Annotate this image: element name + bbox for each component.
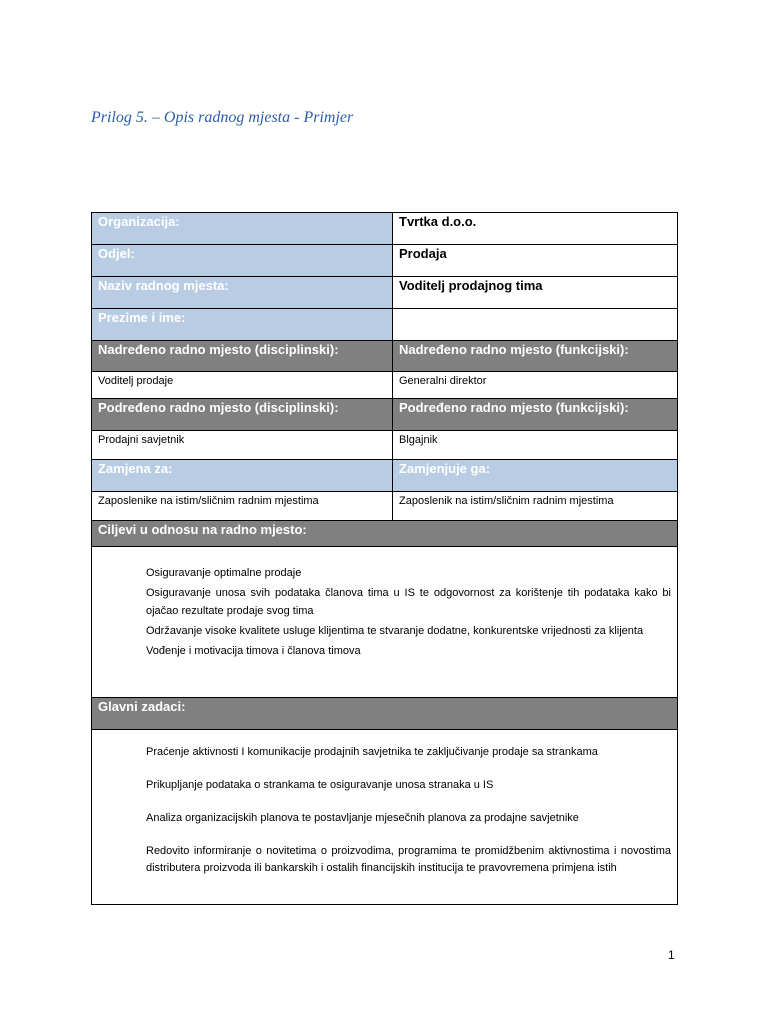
table-row xyxy=(92,277,678,309)
goals-section-header: Ciljevi u odnosu na radno mjesto: xyxy=(92,521,678,547)
table-row xyxy=(92,730,678,905)
list-item xyxy=(98,564,671,582)
goal-text: Vođenje i motivacija timova i članova timova xyxy=(146,645,361,657)
document-heading: Prilog 5. – Opis radnog mjesta - Primjer xyxy=(91,109,354,126)
department-label: Odjel: xyxy=(92,245,393,277)
organization-label: Organizacija: xyxy=(92,213,393,245)
goals-cell xyxy=(92,547,678,698)
subordinate-functional-label: Podređeno radno mjesto (funkcijski): xyxy=(393,399,678,431)
subordinate-functional-value: Blgajnik xyxy=(393,431,678,460)
table-row xyxy=(92,521,678,547)
job-description-table xyxy=(91,212,678,905)
list-item xyxy=(98,744,671,761)
job-title-label: Naziv radnog mjesta: xyxy=(92,277,393,309)
table-row xyxy=(92,213,678,245)
table-row xyxy=(92,492,678,521)
table-row xyxy=(92,245,678,277)
superior-disciplinary-value: Voditelj prodaje xyxy=(92,372,393,399)
job-title-value: Voditelj prodajnog tima xyxy=(393,277,678,309)
table-row xyxy=(92,698,678,730)
page-number: 1 xyxy=(668,948,675,962)
replaced-by-label: Zamjenjuje ga: xyxy=(393,460,678,492)
table-row xyxy=(92,372,678,399)
tasks-section-header: Glavni zadaci: xyxy=(92,698,678,730)
list-item xyxy=(98,843,671,877)
full-name-label: Prezime i ime: xyxy=(92,309,393,341)
goal-text: Održavanje visoke kvalitete usluge klijentima te stvaranje dodatne, konkurentske vrijednosti za klijenta xyxy=(146,625,644,637)
replaced-by-value: Zaposlenik na istim/sličnim radnim mjestima xyxy=(393,492,678,521)
list-item xyxy=(98,622,671,640)
replaces-value: Zaposlenike na istim/sličnim radnim mjestima xyxy=(92,492,393,521)
department-value: Prodaja xyxy=(393,245,678,277)
organization-value: Tvrtka d.o.o. xyxy=(393,213,678,245)
goal-text: Osiguravanje optimalne prodaje xyxy=(146,567,302,579)
table-row xyxy=(92,460,678,492)
task-text: Redovito informiranje o novitetima o proizvodima, programima te promidžbenim aktivnostima i novostima distributera proizvoda ili bankarskih i ostalih financijskih institucija te pravovremena primjena istih xyxy=(146,845,671,874)
list-item xyxy=(98,642,671,660)
tasks-list xyxy=(98,744,671,877)
list-item xyxy=(98,810,671,827)
full-name-value xyxy=(393,309,678,341)
subordinate-disciplinary-label: Podređeno radno mjesto (disciplinski): xyxy=(92,399,393,431)
task-text: Praćenje aktivnosti I komunikacije prodajnih savjetnika te zaključivanje prodaje sa strankama xyxy=(146,746,598,758)
task-text: Analiza organizacijskih planova te postavljanje mjesečnih planova za prodajne savjetnike xyxy=(146,812,579,824)
task-text: Prikupljanje podataka o strankama te osiguravanje unosa stranaka u IS xyxy=(146,779,494,791)
table-row xyxy=(92,309,678,341)
table-row xyxy=(92,399,678,431)
list-item xyxy=(98,777,671,794)
subordinate-disciplinary-value: Prodajni savjetnik xyxy=(92,431,393,460)
replaces-label: Zamjena za: xyxy=(92,460,393,492)
list-item xyxy=(98,584,671,620)
table-row xyxy=(92,341,678,372)
superior-functional-value: Generalni direktor xyxy=(393,372,678,399)
superior-functional-label: Nadređeno radno mjesto (funkcijski): xyxy=(393,341,678,372)
table-row xyxy=(92,431,678,460)
goals-list xyxy=(98,564,671,660)
goal-text: Osiguravanje unosa svih podataka članova tima u IS te odgovornost za korištenje tih podataka kako bi ojačao rezultate prodaje svog tima xyxy=(146,587,671,617)
tasks-cell xyxy=(92,730,678,905)
table-row xyxy=(92,547,678,698)
superior-disciplinary-label: Nadređeno radno mjesto (disciplinski): xyxy=(92,341,393,372)
